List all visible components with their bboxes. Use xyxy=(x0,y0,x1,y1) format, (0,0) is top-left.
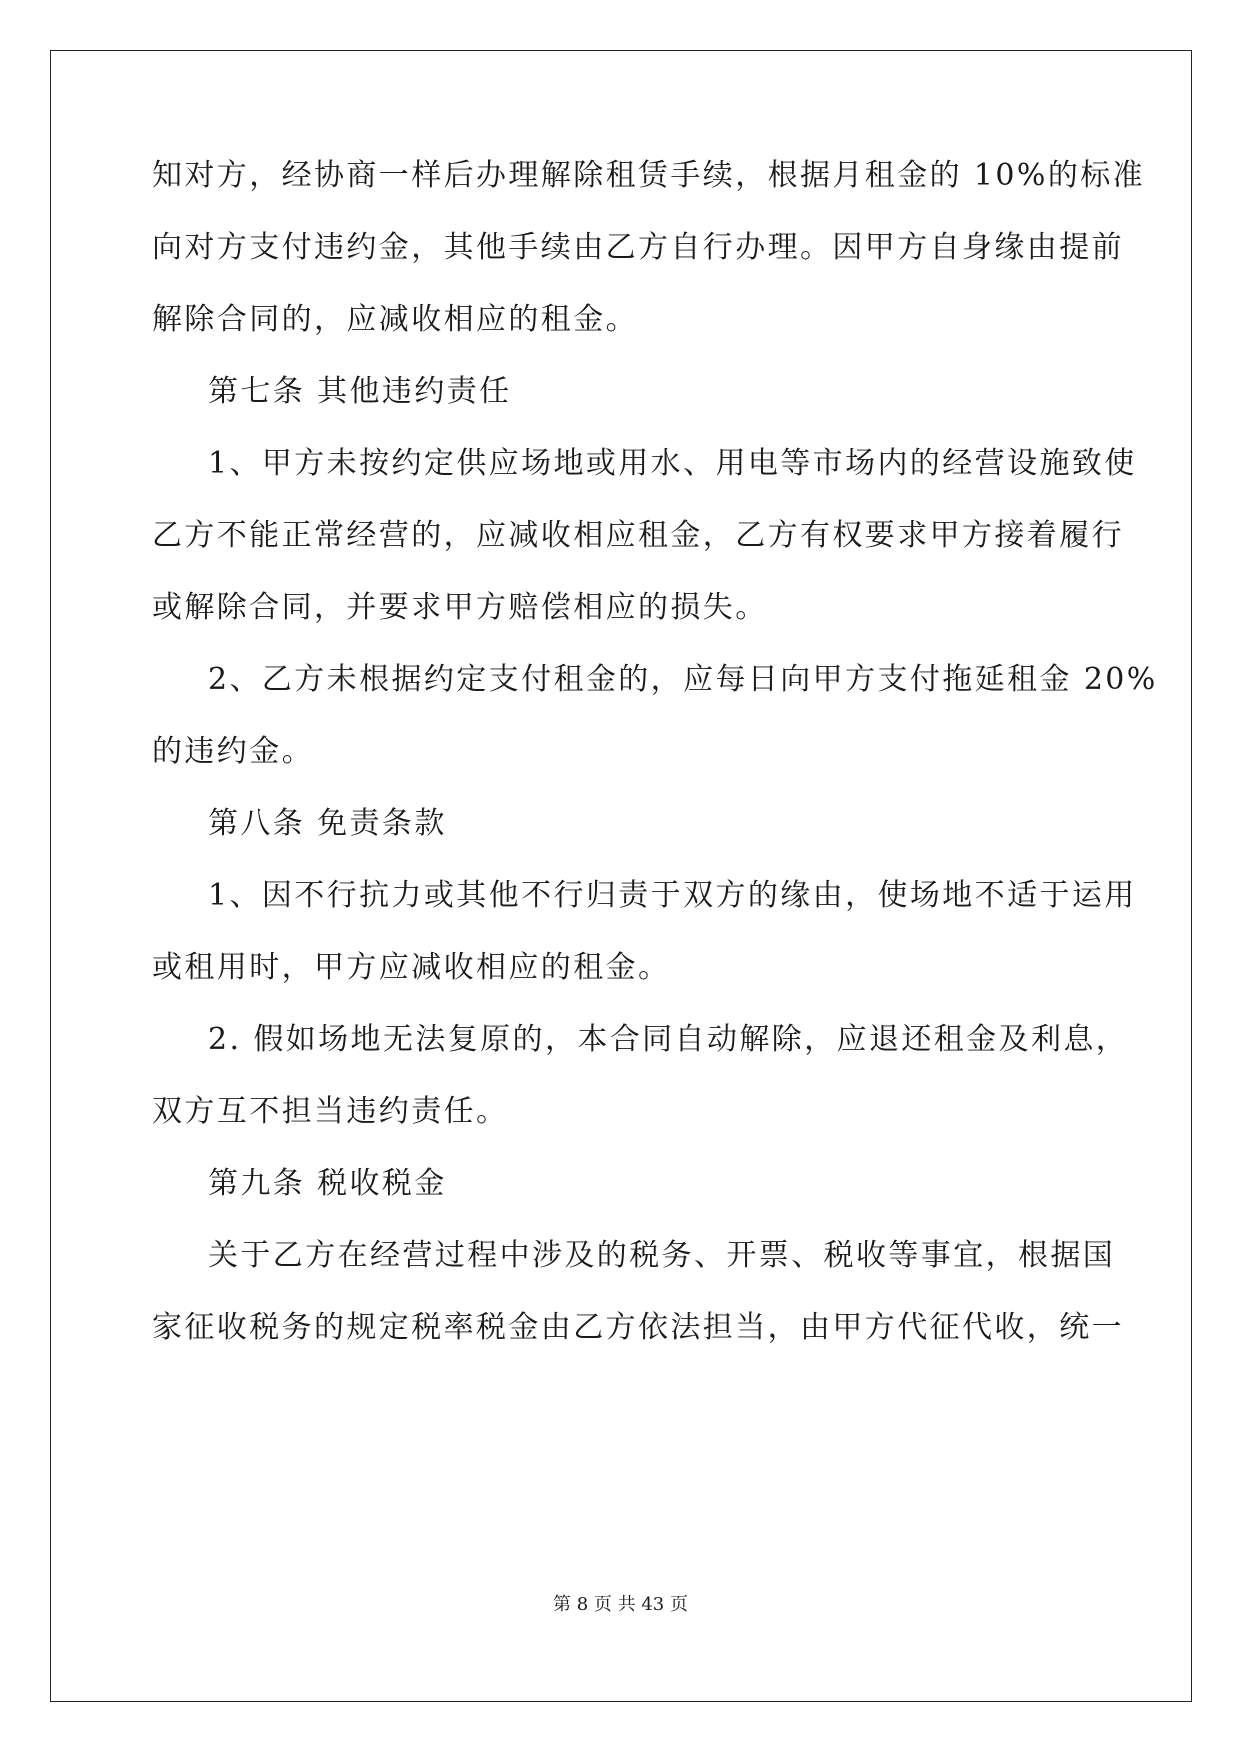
section-heading: 第九条 税收税金 xyxy=(208,1166,447,1201)
paragraph-line: 关于乙方在经营过程中涉及的税务、开票、税收等事宜，根据国 xyxy=(208,1238,1116,1273)
paragraph-line: 解除合同的，应减收相应的租金。 xyxy=(152,302,638,337)
paragraph-line: 乙方不能正常经营的，应减收相应租金，乙方有权要求甲方接着履行 xyxy=(152,518,1124,553)
paragraph-line: 2. 假如场地无法复原的，本合同自动解除，应退还租金及利息， xyxy=(208,1022,1129,1057)
paragraph-line: 的违约金。 xyxy=(152,734,314,769)
paragraph-line: 向对方支付违约金，其他手续由乙方自行办理。因甲方自身缘由提前 xyxy=(152,230,1124,265)
paragraph-line: 1、因不行抗力或其他不行归责于双方的缘由，使场地不适于运用 xyxy=(208,878,1137,913)
paragraph-line: 2、乙方未根据约定支付租金的，应每日向甲方支付拖延租金 20% xyxy=(208,662,1158,697)
paragraph-line: 1、甲方未按约定供应场地或用水、用电等市场内的经营设施致使 xyxy=(208,446,1137,481)
paragraph-line: 家征收税务的规定税率税金由乙方依法担当，由甲方代征代收，统一 xyxy=(152,1310,1124,1345)
section-heading: 第七条 其他违约责任 xyxy=(208,374,512,409)
section-heading: 第八条 免责条款 xyxy=(208,806,447,841)
paragraph-line: 或解除合同，并要求甲方赔偿相应的损失。 xyxy=(152,590,768,625)
paragraph-line: 双方互不担当违约责任。 xyxy=(152,1094,509,1129)
paragraph-line: 或租用时，甲方应减收相应的租金。 xyxy=(152,950,671,985)
page-number: 第 8 页 共 43 页 xyxy=(553,1594,688,1615)
paragraph-line: 知对方，经协商一样后办理解除租赁手续，根据月租金的 10%的标准 xyxy=(152,158,1146,193)
